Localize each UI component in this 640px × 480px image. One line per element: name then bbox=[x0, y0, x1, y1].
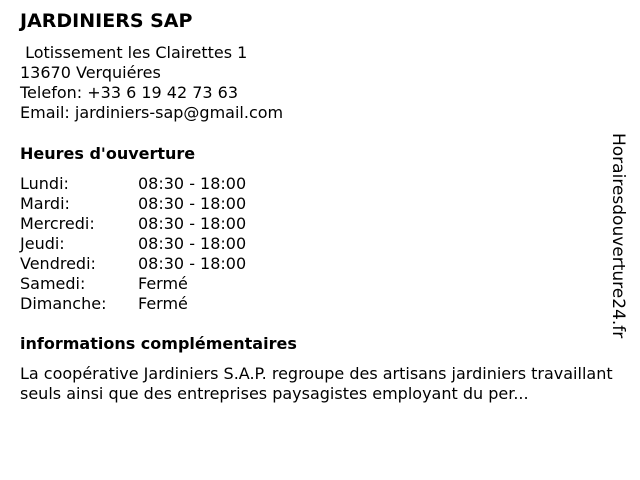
day-label: Mardi: bbox=[20, 194, 70, 213]
opening-hours-heading: Heures d'ouverture bbox=[20, 144, 196, 163]
day-label: Samedi: bbox=[20, 274, 86, 293]
time-value: 08:30 - 18:00 bbox=[138, 194, 247, 213]
day-label: Jeudi: bbox=[20, 234, 65, 253]
hours-row-thursday bbox=[20, 234, 620, 254]
time-value: 08:30 - 18:00 bbox=[138, 214, 247, 233]
hours-row-friday bbox=[20, 254, 620, 274]
time-value: Fermé bbox=[138, 294, 188, 313]
time-value: 08:30 - 18:00 bbox=[138, 234, 247, 253]
opening-hours-table bbox=[20, 174, 620, 314]
day-label: Vendredi: bbox=[20, 254, 96, 273]
address-line-1: Lotissement les Clairettes 1 bbox=[20, 43, 248, 62]
time-value: Fermé bbox=[138, 274, 188, 293]
hours-row-saturday bbox=[20, 274, 620, 294]
additional-info-heading: informations complémentaires bbox=[20, 334, 297, 353]
hours-row-wednesday bbox=[20, 214, 620, 234]
hours-row-sunday bbox=[20, 294, 620, 314]
day-label: Mercredi: bbox=[20, 214, 95, 233]
hours-row-monday bbox=[20, 174, 620, 194]
business-card bbox=[20, 8, 620, 404]
hours-row-tuesday bbox=[20, 194, 620, 214]
time-value: 08:30 - 18:00 bbox=[138, 174, 247, 193]
contact-block bbox=[20, 43, 620, 123]
phone-number: Telefon: +33 6 19 42 73 63 bbox=[20, 83, 239, 102]
additional-info-text: La coopérative Jardiniers S.A.P. regroupe des artisans jardiniers travaillant seuls ainsi que des entreprises paysagistes employant du per... bbox=[20, 364, 613, 403]
day-label: Lundi: bbox=[20, 174, 69, 193]
email-address: Email: jardiniers-sap@gmail.com bbox=[20, 103, 284, 122]
business-name: JARDINIERS SAP bbox=[20, 10, 193, 32]
day-label: Dimanche: bbox=[20, 294, 107, 313]
address-line-2: 13670 Verquiéres bbox=[20, 63, 161, 82]
time-value: 08:30 - 18:00 bbox=[138, 254, 247, 273]
site-watermark: Horairesdouverture24.fr bbox=[608, 133, 628, 339]
